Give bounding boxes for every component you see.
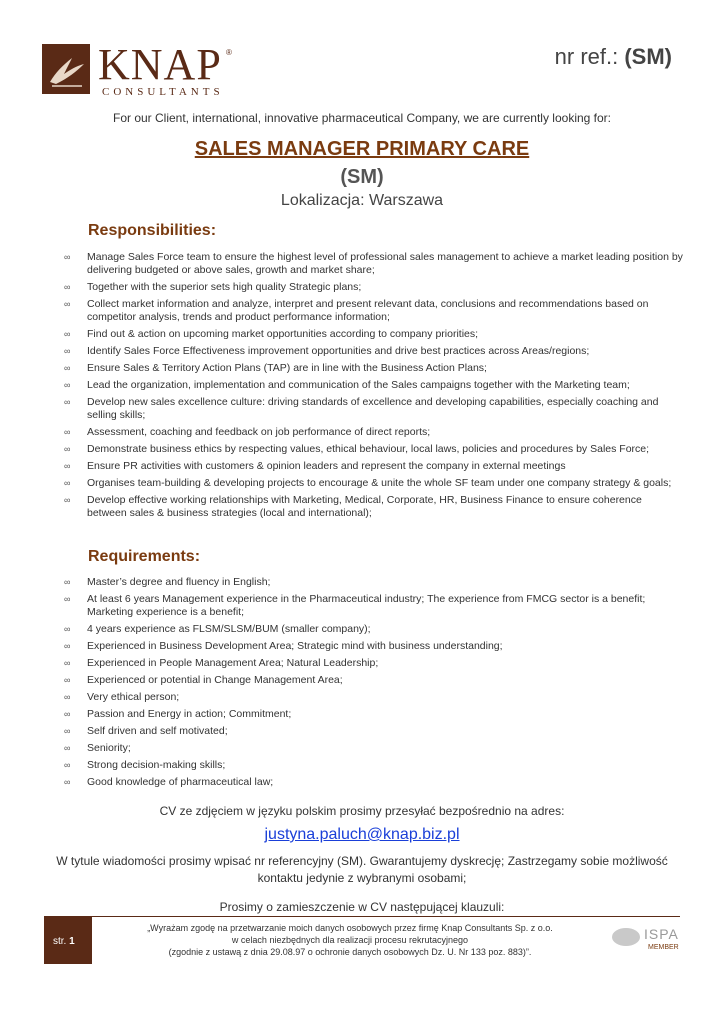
list-item	[64, 426, 684, 439]
list-item-text: Assessment, coaching and feedback on job performance of direct reports;	[87, 426, 431, 438]
logo-wordmark: KNAP	[98, 40, 222, 89]
list-item	[64, 674, 684, 687]
bullet-icon: ∞	[64, 577, 71, 587]
page-number	[53, 936, 75, 947]
list-item	[64, 708, 684, 721]
list-item-text: Together with the superior sets high quality Strategic plans;	[87, 281, 362, 293]
responsibilities-heading: Responsibilities:	[88, 222, 217, 239]
globe-icon	[612, 928, 640, 946]
list-item-text: Find out & action on upcoming market opportunities according to company priorities;	[87, 328, 479, 340]
cv-instructions: CV ze zdjęciem w języku polskim prosimy przesyłać bezpośrednio na adres:	[159, 804, 565, 818]
list-item	[64, 345, 684, 358]
bullet-icon: ∞	[64, 594, 71, 604]
ispa-text: ISPA	[644, 926, 679, 942]
bullet-icon: ∞	[64, 709, 71, 719]
bullet-icon: ∞	[64, 624, 71, 634]
list-item-text: Collect market information and analyze, interpret and present relevant data, conclusions and recommendations based on competitor analysis, trends and product performance information;	[87, 298, 649, 323]
bullet-icon: ∞	[64, 641, 71, 651]
list-item	[64, 776, 684, 789]
list-item-text: 4 years experience as FLSM/SLSM/BUM (smaller company);	[87, 623, 371, 635]
list-item-text: Manage Sales Force team to ensure the highest level of professional sales management to achieve a market leading position by delivering budgeted or above sales, growth and market share;	[87, 251, 683, 276]
bullet-icon: ∞	[64, 299, 71, 309]
list-item	[64, 396, 684, 422]
logo-subtitle: CONSULTANTS	[102, 86, 224, 98]
list-item	[64, 725, 684, 738]
list-item	[64, 460, 684, 473]
list-item	[64, 362, 684, 375]
bullet-icon: ∞	[64, 461, 71, 471]
bullet-icon: ∞	[64, 444, 71, 454]
list-item	[64, 759, 684, 772]
list-item	[64, 657, 684, 670]
requirements-list	[64, 576, 684, 793]
bird-logo-icon	[42, 44, 90, 94]
bullet-icon: ∞	[64, 427, 71, 437]
list-item	[64, 742, 684, 755]
list-item	[64, 328, 684, 341]
list-item	[64, 576, 684, 589]
list-item	[64, 298, 684, 324]
page-label: str.	[53, 936, 67, 947]
bullet-icon: ∞	[64, 252, 71, 262]
list-item	[64, 691, 684, 704]
list-item-text: At least 6 years Management experience in the Pharmaceutical industry; The experience from FMCG sector is a benefit; Marketing experience is a benefit;	[87, 593, 646, 618]
bullet-icon: ∞	[64, 397, 71, 407]
list-item-text: Ensure PR activities with customers & opinion leaders and represent the company in external meetings	[87, 460, 566, 472]
bullet-icon: ∞	[64, 777, 71, 787]
ispa-member-logo	[612, 926, 682, 956]
list-item-text: Strong decision-making skills;	[87, 759, 226, 771]
list-item	[64, 477, 684, 490]
list-item-text: Good knowledge of pharmaceutical law;	[87, 776, 274, 788]
list-item	[64, 251, 684, 277]
list-item-text: Seniority;	[87, 742, 131, 754]
list-item-text: Organises team-building & developing projects to encourage & unite the whole SF team under one company strategy & goals;	[87, 477, 672, 489]
list-item	[64, 593, 684, 619]
bullet-icon: ∞	[64, 380, 71, 390]
ispa-member-text: MEMBER	[648, 944, 679, 951]
reference-label: nr ref.:	[554, 44, 619, 69]
list-item	[64, 623, 684, 636]
clause-line: w celach niezbędnych dla realizacji procesu rekrutacyjnego	[231, 935, 469, 945]
list-item	[64, 443, 684, 456]
list-item-text: Identify Sales Force Effectiveness improvement opportunities and drive best practices across Areas/regions;	[87, 345, 590, 357]
bullet-icon: ∞	[64, 726, 71, 736]
list-item-text: Experienced in People Management Area; Natural Leadership;	[87, 657, 379, 669]
job-title: SALES MANAGER PRIMARY CARE	[194, 138, 530, 160]
bullet-icon: ∞	[64, 363, 71, 373]
bullet-icon: ∞	[64, 346, 71, 356]
requirements-heading: Requirements:	[88, 548, 201, 565]
clause-heading: Prosimy o zamieszczenie w CV następującej klauzuli:	[219, 900, 505, 914]
bullet-icon: ∞	[64, 692, 71, 702]
list-item-text: Experienced or potential in Change Management Area;	[87, 674, 343, 686]
bullet-icon: ∞	[64, 495, 71, 505]
bullet-icon: ∞	[64, 478, 71, 488]
reference-code: (SM)	[624, 44, 672, 69]
list-item	[64, 640, 684, 653]
job-location: Lokalizacja: Warszawa	[280, 192, 444, 209]
logo-registered-mark: ®	[226, 48, 232, 57]
job-code: (SM)	[340, 166, 384, 188]
list-item-text: Develop effective working relationships with Marketing, Medical, Corporate, HR, Business Finance to ensure coherence between sales & business strategies (local and international);	[87, 494, 642, 519]
reference-number	[555, 44, 672, 70]
bullet-icon: ∞	[64, 329, 71, 339]
bullet-icon: ∞	[64, 743, 71, 753]
page-number-value: 1	[69, 936, 75, 947]
intro-text: For our Client, international, innovative pharmaceutical Company, we are currently looking for:	[112, 111, 612, 125]
list-item-text: Demonstrate business ethics by respecting values, ethical behaviour, local laws, policies and procedures by Sales Force;	[87, 443, 650, 455]
reference-note: W tytule wiadomości prosimy wpisać nr referencyjny (SM). Gwarantujemy dyskrecję; Zastrzegamy sobie możliwość kontaktu jedynie z wybranymi osobami;	[56, 854, 668, 885]
clause-line: (zgodnie z ustawą z dnia 29.08.97 o ochronie danych osobowych Dz. U. Nr 133 poz. 883)”.	[168, 947, 532, 957]
list-item	[64, 494, 684, 520]
list-item-text: Passion and Energy in action; Commitment;	[87, 708, 292, 720]
bullet-icon: ∞	[64, 675, 71, 685]
bullet-icon: ∞	[64, 658, 71, 668]
bullet-icon: ∞	[64, 282, 71, 292]
page-number-box	[44, 916, 92, 964]
list-item	[64, 379, 684, 392]
list-item-text: Ensure Sales & Territory Action Plans (TAP) are in line with the Business Action Plans;	[87, 362, 487, 374]
list-item-text: Experienced in Business Development Area; Strategic mind with business understanding;	[87, 640, 503, 652]
responsibilities-list	[64, 251, 684, 524]
bullet-icon: ∞	[64, 760, 71, 770]
consent-clause	[120, 922, 580, 958]
list-item	[64, 281, 684, 294]
list-item-text: Self driven and self motivated;	[87, 725, 228, 737]
list-item-text: Lead the organization, implementation and communication of the Sales campaigns together with the Marketing team;	[87, 379, 630, 391]
clause-line: „Wyrażam zgodę na przetwarzanie moich danych osobowych przez firmę Knap Consultants Sp. z o.o.	[147, 923, 553, 933]
list-item-text: Develop new sales excellence culture: driving standards of excellence and developing capabilities, especially coaching and selling skills;	[87, 396, 659, 421]
company-logo	[42, 40, 242, 100]
list-item-text: Very ethical person;	[87, 691, 180, 703]
list-item-text: Master’s degree and fluency in English;	[87, 576, 271, 588]
contact-email-link[interactable]: justyna.paluch@knap.biz.pl	[264, 826, 460, 843]
footer-divider	[44, 916, 680, 917]
